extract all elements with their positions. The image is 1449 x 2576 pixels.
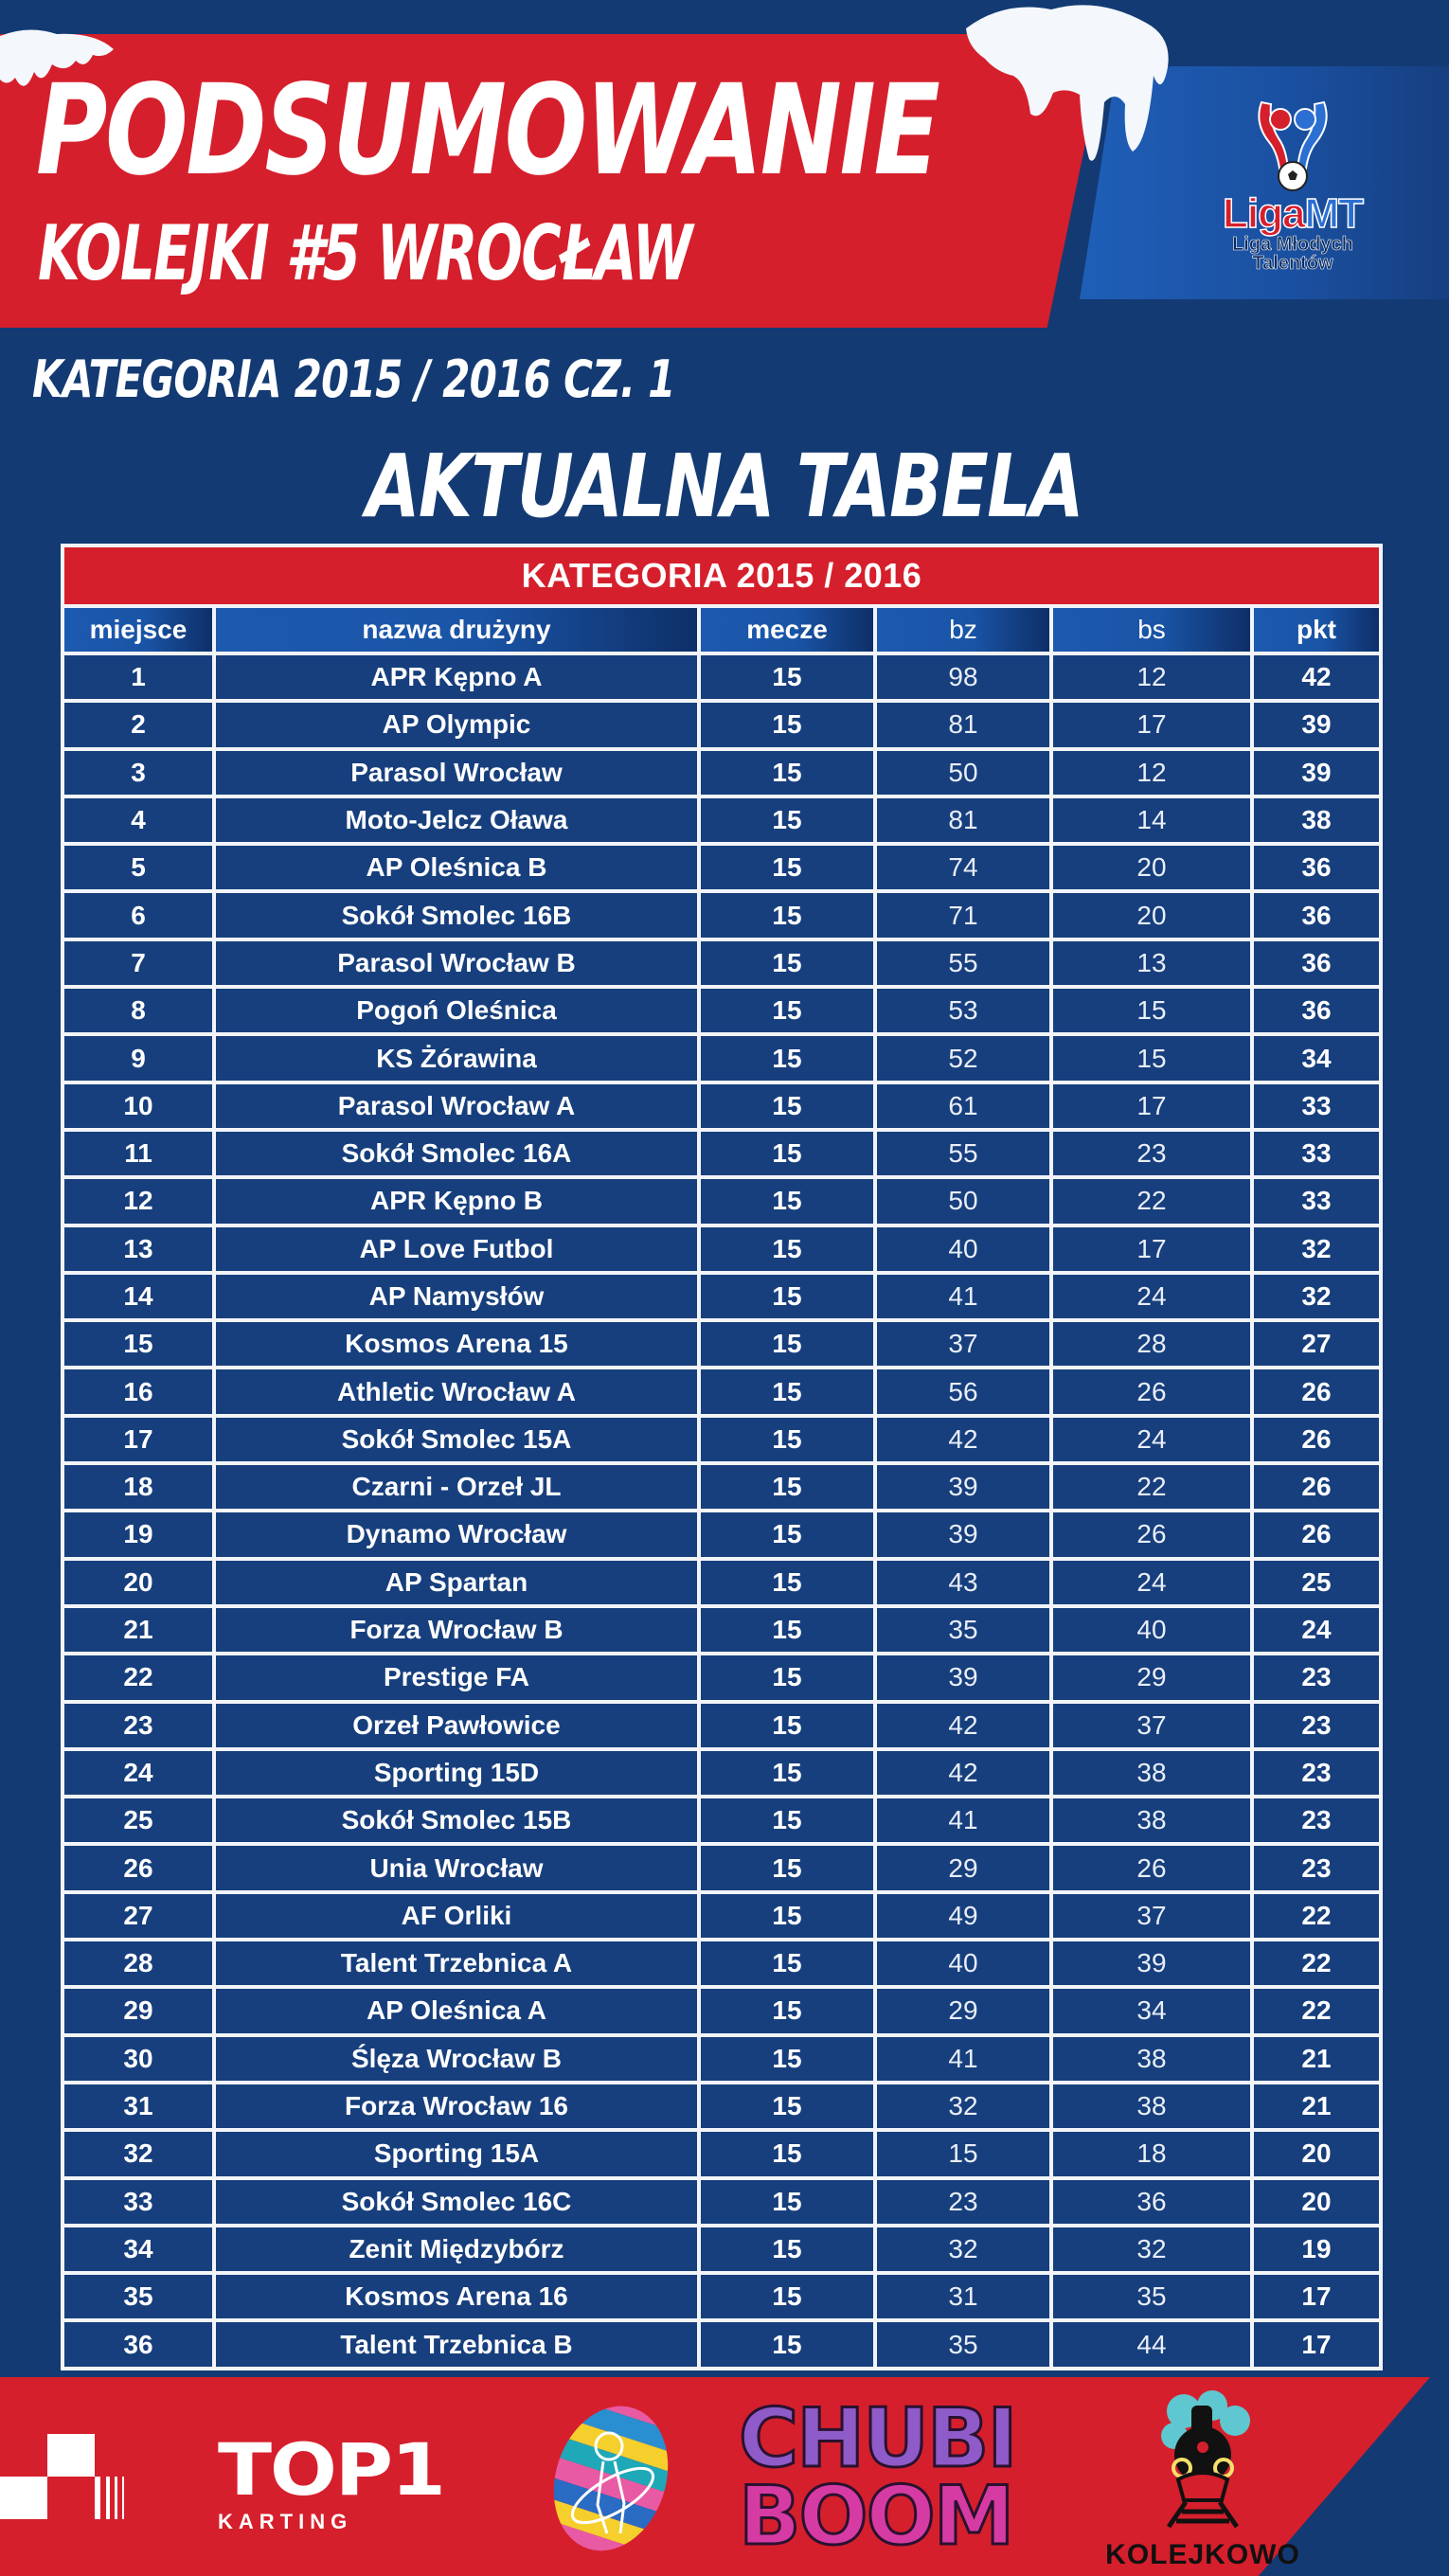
cell-matches: 15 (701, 1227, 873, 1271)
cell-points: 36 (1254, 989, 1379, 1032)
cell-place: 1 (64, 655, 212, 699)
cell-goals-for: 81 (877, 703, 1049, 746)
table-title: KATEGORIA 2015 / 2016 (64, 547, 1379, 604)
cell-goals-against: 34 (1053, 1989, 1250, 2032)
cell-matches: 15 (701, 846, 873, 889)
cell-goals-against: 17 (1053, 1084, 1250, 1128)
cell-goals-for: 29 (877, 1846, 1049, 1889)
cell-place: 17 (64, 1418, 212, 1461)
section-title-wrap (0, 436, 1449, 537)
cell-team: Dynamo Wrocław (216, 1512, 697, 1556)
cell-matches: 15 (701, 1418, 873, 1461)
cell-goals-for: 42 (877, 1751, 1049, 1795)
cell-team: Pogoń Oleśnica (216, 989, 697, 1032)
page-subtitle: KOLEJKI #5 WROCŁAW (38, 209, 691, 297)
cell-team: Forza Wrocław 16 (216, 2084, 697, 2128)
cell-goals-against: 17 (1053, 1227, 1250, 1271)
cell-place: 28 (64, 1941, 212, 1985)
cell-team: Forza Wrocław B (216, 1608, 697, 1652)
cell-team: KS Żórawina (216, 1036, 697, 1080)
chubi-logo-line2: BOOM (739, 2468, 1013, 2564)
cell-goals-for: 74 (877, 846, 1049, 889)
column-header-place: miejsce (64, 608, 212, 652)
cell-goals-against: 12 (1053, 751, 1250, 795)
cell-goals-against: 28 (1053, 1322, 1250, 1366)
cell-matches: 15 (701, 2180, 873, 2224)
cell-goals-against: 14 (1053, 798, 1250, 842)
cell-goals-against: 23 (1053, 1132, 1250, 1175)
chubi-logo-line1: CHUBI (739, 2391, 1016, 2486)
cell-points: 23 (1254, 1846, 1379, 1889)
cell-points: 36 (1254, 846, 1379, 889)
cell-place: 3 (64, 751, 212, 795)
cell-team: AP Spartan (216, 1561, 697, 1604)
cell-goals-against: 26 (1053, 1369, 1250, 1413)
cell-goals-against: 15 (1053, 989, 1250, 1032)
cell-points: 20 (1254, 2132, 1379, 2175)
column-header-team: nazwa drużyny (216, 608, 697, 652)
cell-matches: 15 (701, 1894, 873, 1938)
cell-goals-for: 52 (877, 1036, 1049, 1080)
kolejkowo-logo-text: KOLEJKOWO (1105, 2539, 1300, 2570)
cell-goals-against: 18 (1053, 2132, 1250, 2175)
cell-matches: 15 (701, 2037, 873, 2081)
cell-place: 33 (64, 2180, 212, 2224)
cell-goals-for: 31 (877, 2275, 1049, 2318)
cell-goals-for: 29 (877, 1989, 1049, 2032)
cell-place: 30 (64, 2037, 212, 2081)
cell-goals-for: 50 (877, 751, 1049, 795)
cell-team: Unia Wrocław (216, 1846, 697, 1889)
cell-matches: 15 (701, 941, 873, 985)
cell-place: 34 (64, 2227, 212, 2271)
cell-goals-for: 39 (877, 1512, 1049, 1556)
cell-team: Parasol Wrocław B (216, 941, 697, 985)
cell-goals-for: 40 (877, 1941, 1049, 1985)
cell-points: 26 (1254, 1369, 1379, 1413)
cell-goals-against: 20 (1053, 846, 1250, 889)
page-title: PODSUMOWANIE (36, 58, 939, 204)
cell-team: AP Love Futbol (216, 1227, 697, 1271)
cell-points: 26 (1254, 1465, 1379, 1509)
cell-team: Parasol Wrocław A (216, 1084, 697, 1128)
cell-goals-for: 43 (877, 1561, 1049, 1604)
logo-subtitle-line1: Liga Młodych (1232, 234, 1353, 255)
cell-goals-for: 49 (877, 1894, 1049, 1938)
cell-matches: 15 (701, 1275, 873, 1318)
category-heading: KATEGORIA 2015 / 2016 CZ. 1 (32, 349, 675, 409)
cell-team: Prestige FA (216, 1655, 697, 1699)
cell-team: Zenit Międzybórz (216, 2227, 697, 2271)
cell-goals-against: 38 (1053, 1798, 1250, 1842)
cell-goals-against: 32 (1053, 2227, 1250, 2271)
cell-goals-against: 38 (1053, 2084, 1250, 2128)
cell-points: 39 (1254, 751, 1379, 795)
cell-team: Sokół Smolec 15A (216, 1418, 697, 1461)
cell-goals-against: 24 (1053, 1561, 1250, 1604)
cell-team: AP Oleśnica B (216, 846, 697, 889)
cell-matches: 15 (701, 1846, 873, 1889)
cell-goals-against: 15 (1053, 1036, 1250, 1080)
cell-team: Sporting 15A (216, 2132, 697, 2175)
cell-matches: 15 (701, 2132, 873, 2175)
cell-matches: 15 (701, 703, 873, 746)
cell-matches: 15 (701, 1369, 873, 1413)
cell-matches: 15 (701, 1036, 873, 1080)
cell-place: 24 (64, 1751, 212, 1795)
cell-place: 27 (64, 1894, 212, 1938)
cell-matches: 15 (701, 1465, 873, 1509)
cell-goals-against: 37 (1053, 1894, 1250, 1938)
cell-team: Talent Trzebnica B (216, 2322, 697, 2366)
cell-place: 19 (64, 1512, 212, 1556)
cell-points: 33 (1254, 1132, 1379, 1175)
cell-points: 36 (1254, 941, 1379, 985)
cell-goals-against: 22 (1053, 1179, 1250, 1223)
cell-points: 22 (1254, 1989, 1379, 2032)
cell-goals-for: 37 (877, 1322, 1049, 1366)
cell-matches: 15 (701, 2322, 873, 2366)
cell-place: 8 (64, 989, 212, 1032)
cell-team: Orzeł Pawłowice (216, 1704, 697, 1747)
cell-goals-for: 50 (877, 1179, 1049, 1223)
top1-logo-text: TOP1 (218, 2427, 444, 2512)
cell-matches: 15 (701, 1084, 873, 1128)
cell-goals-against: 13 (1053, 941, 1250, 985)
cell-matches: 15 (701, 1322, 873, 1366)
cell-team: Ślęza Wrocław B (216, 2037, 697, 2081)
cell-place: 22 (64, 1655, 212, 1699)
cell-place: 5 (64, 846, 212, 889)
checkered-flag-icon (0, 2424, 152, 2529)
cell-points: 22 (1254, 1894, 1379, 1938)
logo-subtitle-line2: Talentów (1252, 253, 1333, 274)
cell-goals-for: 41 (877, 2037, 1049, 2081)
cell-place: 31 (64, 2084, 212, 2128)
cell-place: 16 (64, 1369, 212, 1413)
cell-goals-against: 39 (1053, 1941, 1250, 1985)
cell-goals-against: 12 (1053, 655, 1250, 699)
cell-matches: 15 (701, 1512, 873, 1556)
cell-goals-against: 37 (1053, 1704, 1250, 1747)
cell-points: 38 (1254, 798, 1379, 842)
cell-points: 20 (1254, 2180, 1379, 2224)
cell-goals-against: 36 (1053, 2180, 1250, 2224)
cell-points: 32 (1254, 1275, 1379, 1318)
cell-goals-for: 35 (877, 2322, 1049, 2366)
cell-goals-for: 81 (877, 798, 1049, 842)
cell-team: Sokół Smolec 16B (216, 893, 697, 937)
logo-brand: LigaMT (1223, 190, 1363, 237)
cell-goals-against: 20 (1053, 893, 1250, 937)
cell-goals-against: 44 (1053, 2322, 1250, 2366)
cell-place: 9 (64, 1036, 212, 1080)
cell-place: 4 (64, 798, 212, 842)
cell-matches: 15 (701, 893, 873, 937)
cell-team: Talent Trzebnica A (216, 1941, 697, 1985)
cell-team: Sokół Smolec 15B (216, 1798, 697, 1842)
cell-goals-for: 35 (877, 1608, 1049, 1652)
cell-matches: 15 (701, 1989, 873, 2032)
cell-points: 22 (1254, 1941, 1379, 1985)
cell-goals-against: 24 (1053, 1418, 1250, 1461)
cell-matches: 15 (701, 1798, 873, 1842)
cell-team: Sporting 15D (216, 1751, 697, 1795)
cell-goals-against: 38 (1053, 1751, 1250, 1795)
cell-points: 33 (1254, 1084, 1379, 1128)
cell-points: 39 (1254, 703, 1379, 746)
cell-points: 27 (1254, 1322, 1379, 1366)
cell-goals-for: 23 (877, 2180, 1049, 2224)
cell-points: 19 (1254, 2227, 1379, 2271)
cell-points: 33 (1254, 1179, 1379, 1223)
snow-decoration-right (947, 0, 1184, 170)
cell-goals-for: 15 (877, 2132, 1049, 2175)
cell-points: 26 (1254, 1418, 1379, 1461)
cell-matches: 15 (701, 1179, 873, 1223)
cell-matches: 15 (701, 798, 873, 842)
sponsor-chubi-boom (739, 2391, 1061, 2571)
cell-matches: 15 (701, 1561, 873, 1604)
cell-goals-for: 61 (877, 1084, 1049, 1128)
cell-goals-for: 42 (877, 1418, 1049, 1461)
cell-matches: 15 (701, 751, 873, 795)
cell-team: APR Kępno A (216, 655, 697, 699)
cell-place: 12 (64, 1179, 212, 1223)
cell-place: 7 (64, 941, 212, 985)
cell-matches: 15 (701, 1608, 873, 1652)
cell-team: AF Orliki (216, 1894, 697, 1938)
cell-team: AP Olympic (216, 703, 697, 746)
cell-place: 14 (64, 1275, 212, 1318)
cell-team: Kosmos Arena 15 (216, 1322, 697, 1366)
cell-points: 26 (1254, 1512, 1379, 1556)
cell-matches: 15 (701, 1941, 873, 1985)
cell-matches: 15 (701, 1655, 873, 1699)
cell-goals-for: 42 (877, 1704, 1049, 1747)
cell-points: 25 (1254, 1561, 1379, 1604)
cell-points: 23 (1254, 1655, 1379, 1699)
column-header-goals-for: bz (877, 608, 1049, 652)
cell-place: 13 (64, 1227, 212, 1271)
cell-points: 17 (1254, 2275, 1379, 2318)
column-header-matches: mecze (701, 608, 873, 652)
cell-team: Czarni - Orzeł JL (216, 1465, 697, 1509)
cell-points: 21 (1254, 2084, 1379, 2128)
liga-mt-logo-icon (1241, 95, 1345, 199)
cell-place: 32 (64, 2132, 212, 2175)
cell-place: 18 (64, 1465, 212, 1509)
cell-goals-against: 24 (1053, 1275, 1250, 1318)
cell-goals-for: 55 (877, 1132, 1049, 1175)
cell-matches: 15 (701, 655, 873, 699)
cell-goals-against: 17 (1053, 703, 1250, 746)
cell-goals-against: 35 (1053, 2275, 1250, 2318)
column-header-points: pkt (1254, 608, 1379, 652)
cell-team: Sokół Smolec 16C (216, 2180, 697, 2224)
cell-points: 34 (1254, 1036, 1379, 1080)
surfer-icon (526, 2391, 696, 2562)
cell-goals-against: 38 (1053, 2037, 1250, 2081)
top1-logo-subtext: KARTING (218, 2510, 353, 2533)
cell-team: Athletic Wrocław A (216, 1369, 697, 1413)
cell-matches: 15 (701, 1704, 873, 1747)
cell-place: 25 (64, 1798, 212, 1842)
cell-goals-for: 53 (877, 989, 1049, 1032)
cell-place: 6 (64, 893, 212, 937)
sponsor-kolejkowo (1099, 2387, 1307, 2576)
cell-goals-against: 29 (1053, 1655, 1250, 1699)
cell-points: 21 (1254, 2037, 1379, 2081)
cell-goals-for: 98 (877, 655, 1049, 699)
cell-team: Sokół Smolec 16A (216, 1132, 697, 1175)
cell-team: Moto-Jelcz Oława (216, 798, 697, 842)
cell-points: 23 (1254, 1704, 1379, 1747)
cell-team: Parasol Wrocław (216, 751, 697, 795)
cell-place: 35 (64, 2275, 212, 2318)
cell-place: 10 (64, 1084, 212, 1128)
cell-place: 36 (64, 2322, 212, 2366)
cell-points: 23 (1254, 1798, 1379, 1842)
cell-points: 23 (1254, 1751, 1379, 1795)
cell-points: 36 (1254, 893, 1379, 937)
cell-matches: 15 (701, 1132, 873, 1175)
cell-goals-for: 39 (877, 1655, 1049, 1699)
cell-goals-for: 39 (877, 1465, 1049, 1509)
cell-matches: 15 (701, 2084, 873, 2128)
section-title: AKTUALNA TABELA (366, 436, 1083, 537)
cell-matches: 15 (701, 1751, 873, 1795)
cell-goals-for: 41 (877, 1275, 1049, 1318)
cell-team: Kosmos Arena 16 (216, 2275, 697, 2318)
train-icon (1136, 2387, 1269, 2529)
cell-points: 24 (1254, 1608, 1379, 1652)
cell-place: 15 (64, 1322, 212, 1366)
cell-matches: 15 (701, 989, 873, 1032)
cell-goals-for: 32 (877, 2084, 1049, 2128)
cell-place: 26 (64, 1846, 212, 1889)
cell-place: 29 (64, 1989, 212, 2032)
cell-goals-for: 55 (877, 941, 1049, 985)
cell-goals-for: 71 (877, 893, 1049, 937)
cell-goals-for: 56 (877, 1369, 1049, 1413)
liga-mt-logo (1203, 95, 1383, 275)
standings-table (61, 544, 1383, 2370)
cell-goals-for: 41 (877, 1798, 1049, 1842)
cell-goals-against: 26 (1053, 1846, 1250, 1889)
cell-place: 23 (64, 1704, 212, 1747)
cell-goals-for: 40 (877, 1227, 1049, 1271)
cell-goals-against: 26 (1053, 1512, 1250, 1556)
cell-place: 20 (64, 1561, 212, 1604)
cell-team: AP Oleśnica A (216, 1989, 697, 2032)
cell-points: 32 (1254, 1227, 1379, 1271)
cell-team: APR Kępno B (216, 1179, 697, 1223)
cell-place: 11 (64, 1132, 212, 1175)
cell-matches: 15 (701, 2227, 873, 2271)
sponsor-top1-karting (218, 2427, 474, 2538)
column-header-goals-against: bs (1053, 608, 1250, 652)
cell-goals-for: 32 (877, 2227, 1049, 2271)
cell-goals-against: 40 (1053, 1608, 1250, 1652)
cell-place: 21 (64, 1608, 212, 1652)
cell-points: 17 (1254, 2322, 1379, 2366)
cell-points: 42 (1254, 655, 1379, 699)
cell-goals-against: 22 (1053, 1465, 1250, 1509)
cell-team: AP Namysłów (216, 1275, 697, 1318)
cell-place: 2 (64, 703, 212, 746)
cell-matches: 15 (701, 2275, 873, 2318)
table-grid (64, 608, 1379, 2367)
